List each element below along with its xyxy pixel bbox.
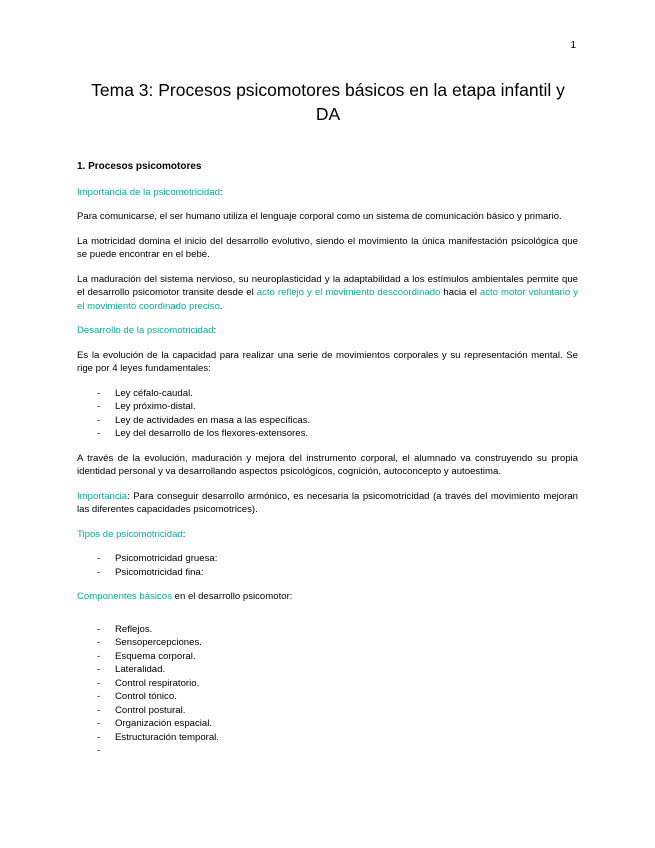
list-item: - Ley céfalo-caudal. <box>77 387 578 401</box>
leyes-list <box>77 387 578 441</box>
tipos-list <box>77 552 578 579</box>
list-item: - Esquema corporal. <box>77 650 578 664</box>
p3-text-e: . <box>219 300 223 312</box>
paragraph-3 <box>77 273 578 314</box>
list-item: - Ley del desarrollo de los flexores-extensores. <box>77 427 578 441</box>
list-item: - Lateralidad. <box>77 663 578 677</box>
list-item: - Ley de actividades en masa a las específicas. <box>77 414 578 428</box>
document-body <box>77 160 578 769</box>
paragraph-2: La motricidad domina el inicio del desarrollo evolutivo, siendo el movimiento la única manifestación psicológica que se puede encontrar en el bebé. <box>77 235 578 260</box>
list-item <box>77 744 578 758</box>
list-item: - Control respiratorio. <box>77 677 578 691</box>
componentes-heading <box>77 590 578 604</box>
desarrollo-heading: Desarrollo de la psicomotricidad: <box>77 325 217 336</box>
document-title: Tema 3: Procesos psicomotores básicos en la etapa infantil y DA <box>91 80 565 124</box>
list-item: - Psicomotricidad gruesa: <box>77 552 578 566</box>
importancia-heading: Importancia de la psicomotricidad: <box>77 186 223 198</box>
list-item: - Organización espacial. <box>77 717 578 731</box>
paragraph-4: Es la evolución de la capacidad para realizar una serie de movimientos corporales y su representación mental. Se rige por 4 leyes fundamentales: <box>77 349 578 374</box>
importancia-label: Importancia de la psicomotricidad <box>77 186 220 198</box>
page-number: 1 <box>570 40 576 51</box>
list-item: - Psicomotricidad fina: <box>77 566 578 580</box>
list-item: - Ley próximo-distal. <box>77 400 578 414</box>
paragraph-5: A través de la evolución, maduración y mejora del instrumento corporal, el alumnado va construyendo su propia identidad personal y va desarrollando aspectos psicológicos, cognición, autoconcepto y autoestima. <box>77 452 578 477</box>
list-item: - Control tónico. <box>77 690 578 704</box>
p3-highlight-2: acto motor voluntario y el movimiento coordinado preciso <box>77 287 578 312</box>
tipos-heading: Tipos de psicomotricidad: <box>77 528 186 540</box>
tipos-label: Tipos de psicomotricidad <box>77 528 183 540</box>
componentes-list <box>77 623 578 758</box>
p6-text: : Para conseguir desarrollo armónico, es necesaria la psicomotricidad (a través del movimiento mejoran las diferentes capacidades psicomotrices). <box>77 490 578 515</box>
list-item: - Sensopercepciones. <box>77 636 578 650</box>
p3-text-a: La maduración del sistema nervioso, su neuroplasticidad y la adaptabilidad a los estímulos ambientales permite que el desarrollo psicomotor transite desde el <box>77 273 578 298</box>
componentes-text: en el desarrollo psicomotor: <box>171 591 293 602</box>
desarrollo-label: Desarrollo de la psicomotricidad <box>77 325 214 336</box>
p6-label: Importancia <box>77 490 128 502</box>
paragraph-1: Para comunicarse, el ser humano utiliza el lenguaje corporal como un sistema de comunicación básico y primario. <box>77 211 562 222</box>
p3-highlight-1: acto reflejo y el movimiento descoordinado <box>256 287 441 298</box>
list-item: - Estructuración temporal. <box>77 731 578 745</box>
p3-text-c: hacia el <box>440 287 480 298</box>
paragraph-6 <box>77 490 578 517</box>
list-item: - Reflejos. <box>77 623 578 637</box>
section-heading: 1. Procesos psicomotores <box>77 161 202 172</box>
list-item: - Control postural. <box>77 704 578 718</box>
componentes-label: Componentes básicos <box>77 591 172 602</box>
